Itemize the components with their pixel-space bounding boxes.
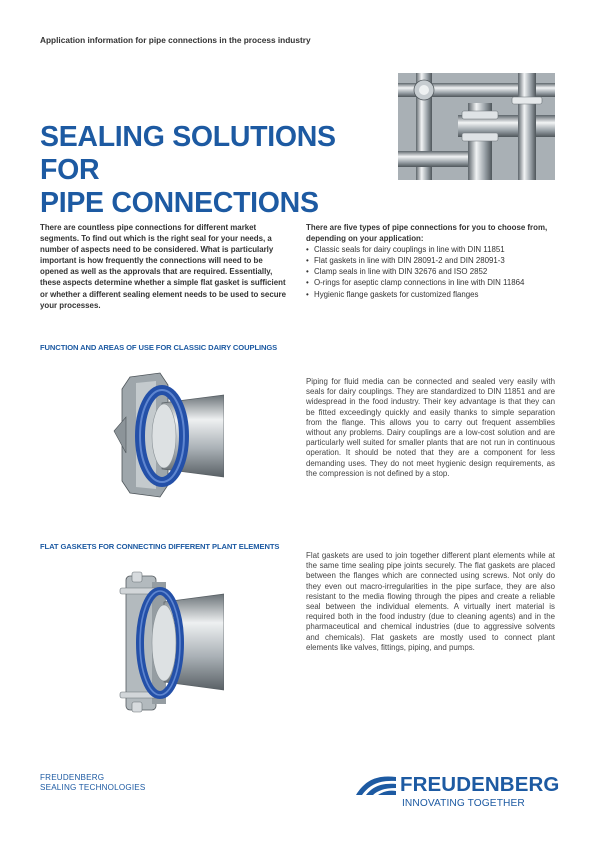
section-body-dairy-couplings: Piping for fluid media can be connected and sealed very easily with seals for dairy couplings. They are standardized to DIN 11851 and are widespread in the food industry. Their key advantage is that they can be fitted exceedingly quickly and easily thanks to simple separation from the flange. This allows you to carry out frequent assemblies without any problems. Dairy couplings are a low-cost solution and are particularly well suited for smaller plants that are not run in continuous operation. It should be noted that they are a component for less demanding uses. They do not meet hygienic design requirements, as the compression is not defined by a stop. bbox=[306, 377, 555, 478]
section-title-flat-gaskets: FLAT GASKETS FOR CONNECTING DIFFERENT PLANT ELEMENTS bbox=[40, 542, 280, 551]
freudenberg-logo bbox=[356, 773, 560, 813]
logo-tagline: INNOVATING TOGETHER bbox=[402, 798, 525, 809]
flat-gasket-drawing bbox=[112, 568, 224, 716]
logo-wordmark: FREUDENBERG bbox=[400, 773, 560, 796]
dairy-coupling-drawing bbox=[112, 365, 224, 505]
pipe-photo bbox=[398, 73, 555, 180]
dairy-coupling-illustration bbox=[112, 365, 224, 505]
freudenberg-logo-icon bbox=[356, 775, 396, 795]
document-header: Application information for pipe connections in the process industry bbox=[40, 35, 311, 45]
footer-company bbox=[40, 773, 146, 793]
section-body-flat-gaskets: Flat gaskets are used to join together different plant elements while at the same time sealing pipe joints securely. The flat gaskets are placed between the flanges which are connected using screws. Not only do they even out macro-irregularities in the pipe surface, they are also resistant to the media flowing through the pipes and create a reliable seal between the individual elements. A virtually inert material is required both in the food industry (due to cleaning agents) and in the pharmaceutical and chemical industries (due to aggressive solvents and chemicals). Flat gaskets are mostly used to connect plant elements like valves, fittings, piping, and pumps. bbox=[306, 551, 555, 652]
connection-types bbox=[306, 222, 561, 300]
page-title bbox=[40, 121, 400, 220]
title-line-2: PIPE CONNECTIONS bbox=[40, 187, 319, 219]
list-item: • Clamp seals in line with DIN 32676 and ISO 2852 bbox=[306, 266, 561, 277]
list-item: • Flat gaskets in line with DIN 28091-2 and DIN 28091-3 bbox=[306, 255, 561, 266]
intro-paragraph: There are countless pipe connections for different market segments. To find out which is the right seal for your needs, a number of aspects need to be considered. What is particularly important is how frequently the connections will need to be opened as well as the approvals that are required. Essentially, these aspects determine whether a simple flat gasket is sufficient or whether a different sealing element needs to be used to secure your processes. bbox=[40, 223, 286, 310]
connection-types-lead: There are five types of pipe connections for you to choose from, depending on your application: bbox=[306, 223, 548, 244]
flat-gasket-illustration bbox=[112, 568, 224, 716]
section-title-dairy-couplings: FUNCTION AND AREAS OF USE FOR CLASSIC DAIRY COUPLINGS bbox=[40, 343, 278, 352]
list-item: • Classic seals for dairy couplings in line with DIN 11851 bbox=[306, 244, 561, 255]
title-line-1: SEALING SOLUTIONS FOR bbox=[40, 121, 336, 186]
list-item: • O-rings for aseptic clamp connections in line with DIN 11864 bbox=[306, 277, 561, 288]
list-item: • Hygienic flange gaskets for customized flanges bbox=[306, 289, 561, 300]
connection-types-list bbox=[306, 244, 561, 299]
footer-company-line-1: FREUDENBERG bbox=[40, 773, 105, 782]
pipe-photo-drawing bbox=[398, 73, 555, 180]
footer-company-line-2: SEALING TECHNOLOGIES bbox=[40, 783, 146, 792]
